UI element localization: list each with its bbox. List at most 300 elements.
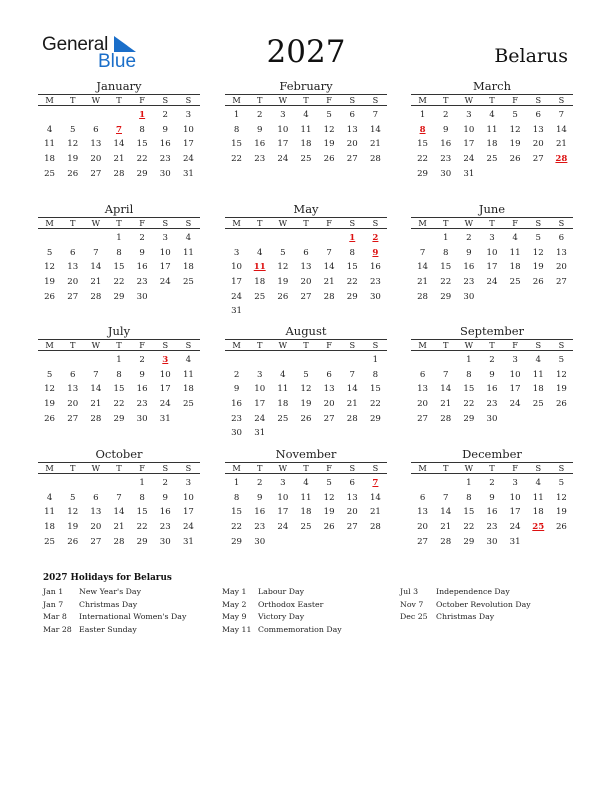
weekday-label: T — [69, 463, 76, 473]
month-april — [38, 202, 200, 304]
day-cell: 12 — [323, 492, 335, 503]
day-cell: 13 — [346, 124, 358, 135]
day-cell: 22 — [231, 522, 243, 533]
day-cell: 20 — [417, 522, 429, 533]
empty-cell — [434, 476, 457, 491]
empty-cell — [411, 231, 434, 246]
day-cell: 17 — [254, 399, 266, 410]
day-cell: 21 — [440, 522, 452, 533]
day-cell: 23 — [254, 522, 266, 533]
weekday-label: T — [489, 218, 495, 228]
day-cell: 22 — [113, 277, 125, 288]
weekday-label: S — [558, 95, 565, 105]
day-cell: 10 — [231, 262, 243, 273]
weekday-label: S — [185, 218, 192, 228]
day-cell: 10 — [463, 124, 475, 135]
day-cell: 14 — [90, 262, 102, 273]
day-cell: 5 — [69, 492, 76, 503]
weekday-label: F — [512, 463, 518, 473]
day-cell: 5 — [69, 124, 76, 135]
holiday-entry — [222, 611, 342, 624]
holiday-entry — [400, 599, 531, 612]
day-cell: 18 — [44, 522, 56, 533]
month-name: February — [279, 79, 333, 93]
day-cell: 1 — [466, 478, 472, 488]
day-cell: 19 — [67, 154, 79, 165]
day-cell: 7 — [442, 492, 449, 503]
day-cell: 23 — [440, 154, 452, 165]
holiday-name: October Revolution Day — [436, 599, 531, 609]
holiday-day: 1 — [139, 110, 146, 120]
day-cell: 9 — [442, 124, 449, 135]
day-cell: 9 — [233, 384, 240, 395]
day-cell: 6 — [93, 124, 99, 135]
day-cell: 8 — [233, 124, 240, 135]
day-cell: 24 — [277, 522, 289, 533]
day-cell: 3 — [280, 478, 286, 488]
holiday-entry — [43, 599, 186, 612]
empty-cell — [225, 231, 248, 246]
day-cell: 20 — [90, 522, 102, 533]
day-cell: 15 — [346, 262, 358, 273]
weekday-label: T — [116, 95, 122, 105]
empty-cell — [341, 353, 364, 368]
day-cell: 4 — [303, 478, 309, 488]
day-cell: 30 — [254, 536, 266, 547]
weekday-label: S — [162, 463, 169, 473]
day-cell: 18 — [44, 154, 56, 165]
holiday-column — [43, 586, 186, 636]
holiday-name: Commemoration Day — [258, 624, 342, 634]
holiday-day: 9 — [372, 247, 379, 258]
day-cell: 24 — [486, 277, 498, 288]
day-cell: 16 — [136, 384, 148, 395]
weekday-label: S — [372, 95, 379, 105]
month-september — [411, 324, 573, 426]
day-cell: 26 — [323, 154, 335, 165]
day-cell: 12 — [509, 124, 521, 135]
day-cell: 14 — [369, 124, 381, 135]
holiday-date: Mar 8 — [43, 612, 67, 621]
day-cell: 5 — [46, 369, 53, 380]
weekday-label: W — [464, 95, 474, 105]
day-cell: 12 — [555, 369, 567, 380]
day-cell: 18 — [300, 139, 312, 150]
day-cell: 21 — [369, 507, 381, 518]
weekday-label: S — [372, 463, 379, 473]
empty-cell — [61, 353, 84, 368]
day-cell: 6 — [419, 369, 426, 380]
day-cell: 19 — [44, 277, 56, 288]
day-cell: 27 — [346, 522, 358, 533]
weekday-label: F — [512, 340, 518, 350]
day-cell: 2 — [139, 355, 145, 365]
weekday-label: S — [558, 218, 565, 228]
weekday-label: S — [349, 463, 356, 473]
day-cell: 30 — [369, 291, 381, 302]
day-cell: 28 — [369, 154, 381, 165]
weekday-label: S — [535, 218, 542, 228]
day-cell: 17 — [486, 262, 498, 273]
day-cell: 13 — [532, 124, 544, 135]
weekday-label: T — [256, 95, 263, 105]
weekday-label: T — [442, 340, 449, 350]
day-cell: 22 — [136, 522, 148, 533]
day-cell: 24 — [159, 277, 171, 288]
empty-cell — [107, 476, 130, 491]
day-cell: 23 — [159, 154, 171, 165]
day-cell: 27 — [90, 536, 102, 547]
month-name: July — [107, 324, 131, 338]
day-cell: 16 — [231, 399, 243, 410]
day-cell: 3 — [280, 110, 286, 120]
day-cell: 13 — [90, 507, 102, 518]
day-cell: 4 — [303, 110, 309, 120]
month-january — [38, 79, 200, 181]
day-cell: 28 — [323, 291, 335, 302]
day-cell: 8 — [349, 247, 355, 258]
day-cell: 5 — [46, 247, 53, 258]
day-cell: 22 — [463, 399, 475, 410]
day-cell: 6 — [69, 369, 76, 380]
weekday-label: W — [91, 218, 101, 228]
holiday-name: Victory Day — [258, 612, 305, 621]
weekday-label: T — [69, 340, 76, 350]
day-cell: 29 — [136, 536, 148, 547]
day-cell: 14 — [440, 507, 452, 518]
day-cell: 11 — [486, 124, 498, 135]
weekday-header — [225, 339, 387, 351]
day-grid — [225, 476, 387, 549]
day-cell: 1 — [116, 355, 122, 365]
empty-cell — [271, 353, 294, 368]
day-cell: 6 — [93, 492, 99, 503]
empty-cell — [294, 353, 317, 368]
weekday-header — [38, 462, 200, 474]
empty-cell — [107, 108, 130, 123]
holiday-day: 2 — [372, 233, 379, 243]
day-cell: 25 — [254, 291, 266, 302]
day-cell: 25 — [300, 522, 312, 533]
day-cell: 24 — [159, 399, 171, 410]
weekday-label: F — [326, 95, 332, 105]
weekday-label: T — [442, 95, 449, 105]
weekday-label: F — [139, 340, 145, 350]
day-grid — [225, 108, 387, 167]
holiday-name: International Women's Day — [79, 612, 187, 621]
day-cell: 26 — [44, 413, 56, 424]
weekday-label: S — [185, 340, 192, 350]
day-cell: 23 — [231, 413, 243, 424]
day-cell: 26 — [300, 413, 312, 424]
day-cell: 1 — [372, 355, 379, 365]
weekday-label: T — [116, 218, 122, 228]
day-cell: 10 — [486, 247, 498, 258]
day-cell: 5 — [535, 233, 541, 243]
day-cell: 4 — [185, 355, 192, 365]
day-cell: 11 — [509, 247, 521, 258]
day-cell: 14 — [417, 262, 429, 273]
weekday-label: T — [489, 340, 495, 350]
day-cell: 11 — [300, 124, 312, 135]
day-cell: 20 — [67, 277, 79, 288]
day-cell: 8 — [139, 124, 145, 135]
day-cell: 18 — [532, 507, 544, 518]
day-cell: 18 — [509, 262, 521, 273]
empty-cell — [38, 231, 61, 246]
day-cell: 1 — [116, 233, 122, 243]
day-cell: 9 — [139, 247, 145, 258]
day-cell: 1 — [233, 478, 240, 488]
day-cell: 8 — [233, 492, 240, 503]
day-cell: 21 — [440, 399, 452, 410]
day-cell: 1 — [442, 233, 449, 243]
holiday-day: 7 — [372, 478, 379, 488]
holiday-date: Jan 7 — [43, 599, 64, 609]
day-cell: 5 — [303, 369, 309, 380]
day-cell: 6 — [69, 247, 76, 258]
day-cell: 16 — [463, 262, 475, 273]
month-october — [38, 447, 200, 549]
day-cell: 16 — [136, 262, 148, 273]
day-cell: 10 — [509, 369, 521, 380]
day-cell: 19 — [277, 277, 289, 288]
weekday-label: T — [256, 463, 263, 473]
day-cell: 31 — [182, 168, 194, 179]
day-cell: 19 — [555, 384, 567, 395]
day-cell: 29 — [113, 291, 125, 302]
day-cell: 26 — [277, 291, 289, 302]
day-cell: 22 — [231, 154, 243, 165]
day-cell: 19 — [509, 139, 521, 150]
day-cell: 31 — [182, 536, 194, 547]
brand-name-blue: Blue — [98, 51, 137, 72]
holiday-entry — [400, 611, 531, 624]
day-cell: 31 — [509, 536, 521, 547]
day-cell: 25 — [182, 399, 194, 410]
day-cell: 25 — [182, 277, 194, 288]
day-cell: 12 — [555, 492, 567, 503]
day-cell: 6 — [558, 233, 565, 243]
weekday-label: T — [303, 95, 309, 105]
day-cell: 5 — [326, 478, 332, 488]
weekday-label: S — [558, 463, 565, 473]
weekday-label: M — [45, 95, 54, 105]
day-cell: 23 — [486, 399, 498, 410]
day-cell: 22 — [113, 399, 125, 410]
day-cell: 27 — [67, 413, 79, 424]
day-cell: 6 — [303, 247, 309, 258]
day-cell: 16 — [254, 139, 266, 150]
day-cell: 23 — [463, 277, 475, 288]
weekday-label: M — [418, 218, 427, 228]
empty-cell — [84, 231, 107, 246]
month-august — [225, 324, 387, 441]
weekday-label: S — [349, 340, 356, 350]
day-cell: 6 — [535, 110, 541, 120]
day-cell: 31 — [463, 168, 475, 179]
weekday-label: T — [489, 463, 495, 473]
day-cell: 22 — [417, 154, 429, 165]
weekday-label: W — [278, 95, 288, 105]
day-cell: 26 — [532, 277, 544, 288]
day-cell: 12 — [323, 124, 335, 135]
holiday-entry — [222, 599, 342, 612]
day-cell: 27 — [532, 154, 544, 165]
holiday-columns — [43, 586, 583, 646]
empty-cell — [248, 231, 271, 246]
day-cell: 19 — [67, 522, 79, 533]
day-cell: 30 — [486, 536, 498, 547]
day-cell: 10 — [509, 492, 521, 503]
day-cell: 22 — [463, 522, 475, 533]
day-cell: 24 — [182, 522, 194, 533]
holiday-date: Jul 3 — [400, 587, 419, 596]
day-cell: 30 — [463, 291, 475, 302]
day-cell: 12 — [532, 247, 544, 258]
day-cell: 6 — [419, 492, 426, 503]
day-cell: 30 — [159, 168, 171, 179]
day-cell: 12 — [300, 384, 312, 395]
day-cell: 24 — [231, 291, 243, 302]
holiday-day: 7 — [116, 124, 122, 135]
month-name: November — [275, 447, 337, 461]
day-cell: 4 — [535, 355, 541, 365]
day-cell: 12 — [277, 262, 289, 273]
holiday-date: May 11 — [222, 624, 252, 634]
weekday-label: F — [326, 218, 332, 228]
day-cell: 6 — [326, 369, 332, 380]
day-cell: 16 — [440, 139, 452, 150]
day-cell: 19 — [555, 507, 567, 518]
day-cell: 10 — [159, 369, 171, 380]
day-cell: 4 — [185, 233, 192, 243]
day-cell: 28 — [417, 291, 429, 302]
day-cell: 21 — [417, 277, 429, 288]
day-cell: 24 — [509, 522, 521, 533]
day-cell: 15 — [231, 507, 243, 518]
day-cell: 10 — [277, 124, 289, 135]
empty-cell — [38, 108, 61, 123]
holiday-date: Jan 1 — [43, 587, 64, 596]
day-cell: 21 — [346, 399, 358, 410]
weekday-header — [411, 462, 573, 474]
day-cell: 19 — [323, 507, 335, 518]
day-cell: 5 — [512, 110, 518, 120]
day-cell: 21 — [113, 522, 125, 533]
day-cell: 9 — [489, 369, 495, 380]
empty-cell — [411, 476, 434, 491]
day-cell: 19 — [44, 399, 56, 410]
weekday-label: W — [278, 340, 288, 350]
day-cell: 13 — [67, 384, 79, 395]
day-cell: 20 — [417, 399, 429, 410]
day-cell: 29 — [463, 536, 475, 547]
holiday-entry — [222, 586, 342, 599]
day-cell: 19 — [323, 139, 335, 150]
day-cell: 30 — [486, 413, 498, 424]
day-cell: 18 — [182, 384, 194, 395]
day-cell: 25 — [532, 399, 544, 410]
weekday-label: S — [535, 340, 542, 350]
day-grid — [411, 353, 573, 426]
day-cell: 30 — [440, 168, 452, 179]
day-cell: 9 — [162, 124, 168, 135]
month-name: May — [293, 202, 319, 216]
day-cell: 20 — [555, 262, 567, 273]
day-cell: 17 — [509, 384, 521, 395]
weekday-header — [38, 217, 200, 229]
holiday-name: Easter Sunday — [79, 624, 137, 634]
day-cell: 28 — [440, 413, 452, 424]
empty-cell — [84, 353, 107, 368]
empty-cell — [84, 108, 107, 123]
month-name: December — [462, 447, 522, 461]
day-cell: 20 — [346, 507, 358, 518]
weekday-label: M — [45, 463, 54, 473]
day-grid — [38, 353, 200, 426]
day-cell: 9 — [466, 247, 472, 258]
holiday-day: 8 — [419, 124, 426, 135]
holiday-name: Independence Day — [436, 587, 510, 596]
weekday-label: S — [185, 463, 192, 473]
day-cell: 25 — [277, 413, 289, 424]
day-cell: 11 — [182, 247, 194, 258]
day-cell: 24 — [254, 413, 266, 424]
day-cell: 27 — [90, 168, 102, 179]
weekday-label: W — [464, 463, 474, 473]
day-cell: 7 — [372, 110, 379, 120]
day-cell: 27 — [300, 291, 312, 302]
day-cell: 29 — [346, 291, 358, 302]
day-cell: 15 — [440, 262, 452, 273]
day-cell: 14 — [346, 384, 358, 395]
weekday-label: S — [162, 340, 169, 350]
month-june — [411, 202, 573, 304]
day-cell: 12 — [44, 384, 56, 395]
day-cell: 21 — [90, 277, 102, 288]
day-cell: 29 — [440, 291, 452, 302]
day-cell: 24 — [182, 154, 194, 165]
day-grid — [411, 476, 573, 549]
empty-cell — [294, 231, 317, 246]
day-cell: 3 — [489, 233, 495, 243]
day-cell: 1 — [419, 110, 426, 120]
day-cell: 25 — [44, 536, 56, 547]
day-cell: 5 — [558, 478, 565, 488]
day-cell: 26 — [323, 522, 335, 533]
weekday-label: T — [69, 218, 76, 228]
day-cell: 7 — [442, 369, 449, 380]
weekday-label: T — [256, 218, 263, 228]
day-cell: 4 — [535, 478, 541, 488]
month-name: September — [459, 324, 525, 338]
day-cell: 2 — [139, 233, 145, 243]
day-cell: 20 — [90, 154, 102, 165]
day-cell: 21 — [90, 399, 102, 410]
day-cell: 28 — [113, 168, 125, 179]
empty-cell — [38, 476, 61, 491]
calendar-year: 2027 — [266, 34, 346, 70]
day-cell: 26 — [67, 536, 79, 547]
weekday-label: S — [349, 218, 356, 228]
weekday-label: M — [232, 463, 241, 473]
day-cell: 12 — [44, 262, 56, 273]
weekday-label: F — [512, 218, 518, 228]
day-cell: 17 — [277, 507, 289, 518]
day-grid — [225, 353, 387, 441]
day-cell: 18 — [254, 277, 266, 288]
